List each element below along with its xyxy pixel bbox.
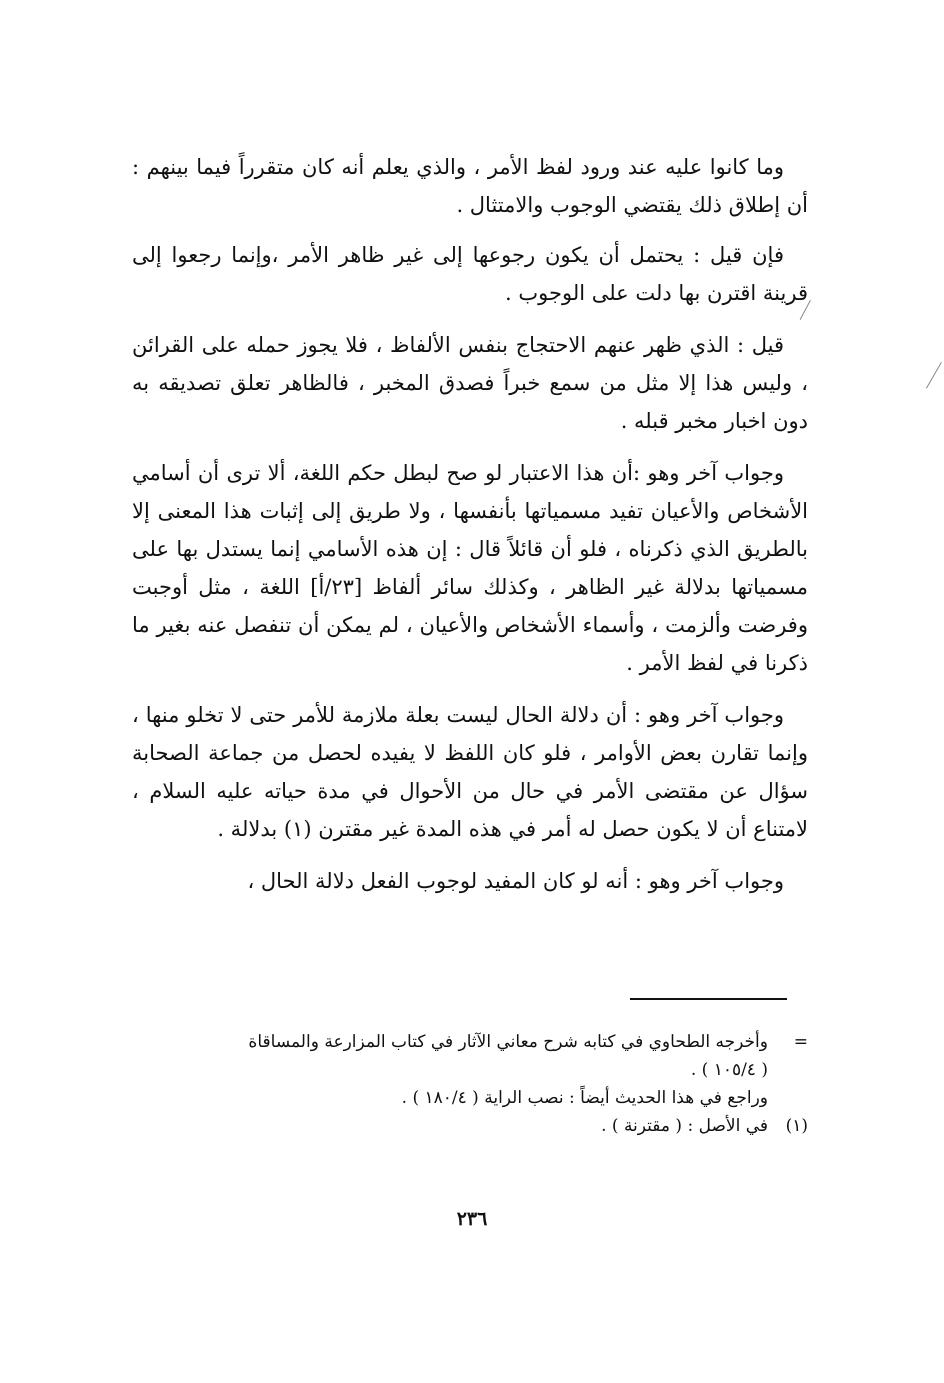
- footnote-continuation-line-1: وأخرجه الطحاوي في كتابه شرح معاني الآثار في كتاب المزارعة والمساقاة: [248, 1032, 768, 1052]
- paragraph-4: وجواب آخر وهو :أن هذا الاعتبار لو صح لبطل حكم اللغة، ألا ترى أن أسامي الأشخاص والأعيان تفيد مسمياتها بأنفسها ، ولا طريق إلى إثبات هذا المعنى إلا بالطريق الذي ذكرناه ، فلو أن قائلاً قال : إن هذه الأسامي إنما يستدل بها على مسمياتها بدلالة غير الظاهر ، وكذلك سائر ألفاظ [٢٣/أ] اللغة ، مثل أوجبت وفرضت وألزمت ، وأسماء الأشخاص والأعيان ، لم يمكن أن تنفصل عنه بغير ما ذكرنا في لفظ الأمر .: [132, 461, 808, 675]
- scan-margin-mark-2: [926, 362, 942, 388]
- footnote-separator-rule: [630, 998, 787, 1000]
- footnote-continuation-marker: =: [793, 1032, 808, 1052]
- paragraph-2: فإن قيل : يحتمل أن يكون رجوعها إلى غير ظاهر الأمر ،وإنما رجعوا إلى قرينة اقترن بها دلت على الوجوب .: [132, 243, 808, 305]
- paragraph-1: وما كانوا عليه عند ورود لفظ الأمر ، والذي يعلم أنه كان متقرراً فيما بينهم : أن إطلاق ذلك يقتضي الوجوب والامتثال .: [132, 155, 808, 217]
- paragraph-5: وجواب آخر وهو : أن دلالة الحال ليست بعلة ملازمة للأمر حتى لا تخلو منها ، وإنما تقارن بعض الأوامر ، فلو كان اللفظ لا يفيده لحصل من جماعة الصحابة سؤال عن مقتضى الأمر في حال من الأحوال في مدة حياته عليه السلام ، لامتناع أن لا يكون حصل له أمر في هذه المدة غير مقترن (١) بدلالة .: [132, 703, 808, 841]
- footnote-continuation-line-2-row: [132, 1056, 768, 1084]
- footnote-continuation-line-2: ( ١٠٥/٤ ) .: [690, 1060, 768, 1080]
- footnote-1-marker: (١): [785, 1116, 808, 1136]
- footnote-continuation: [132, 1028, 808, 1056]
- page-number: ٢٣٦: [456, 1208, 488, 1230]
- paragraph-3: قيل : الذي ظهر عنهم الاحتجاج بنفس الألفاظ ، فلا يجوز حمله على القرائن ، وليس هذا إلا مثل من سمع خبراً فصدق المخبر ، فالظاهر تعلق تصديقه به دون اخبار مخبر قبله .: [132, 333, 808, 433]
- main-text-block: [132, 148, 808, 914]
- footnote-continuation-line-3: وراجع في هذا الحديث أيضاً : نصب الراية ( ١٨٠/٤ ) .: [401, 1088, 768, 1108]
- paragraph-6: وجواب آخر وهو : أنه لو كان المفيد لوجوب الفعل دلالة الحال ،: [247, 869, 784, 893]
- footnotes-block: [132, 1028, 808, 1140]
- footnote-1-text: في الأصل : ( مقترنة ) .: [601, 1116, 768, 1136]
- footnote-continuation-line-3-row: [132, 1084, 768, 1112]
- footnote-1: [132, 1112, 808, 1140]
